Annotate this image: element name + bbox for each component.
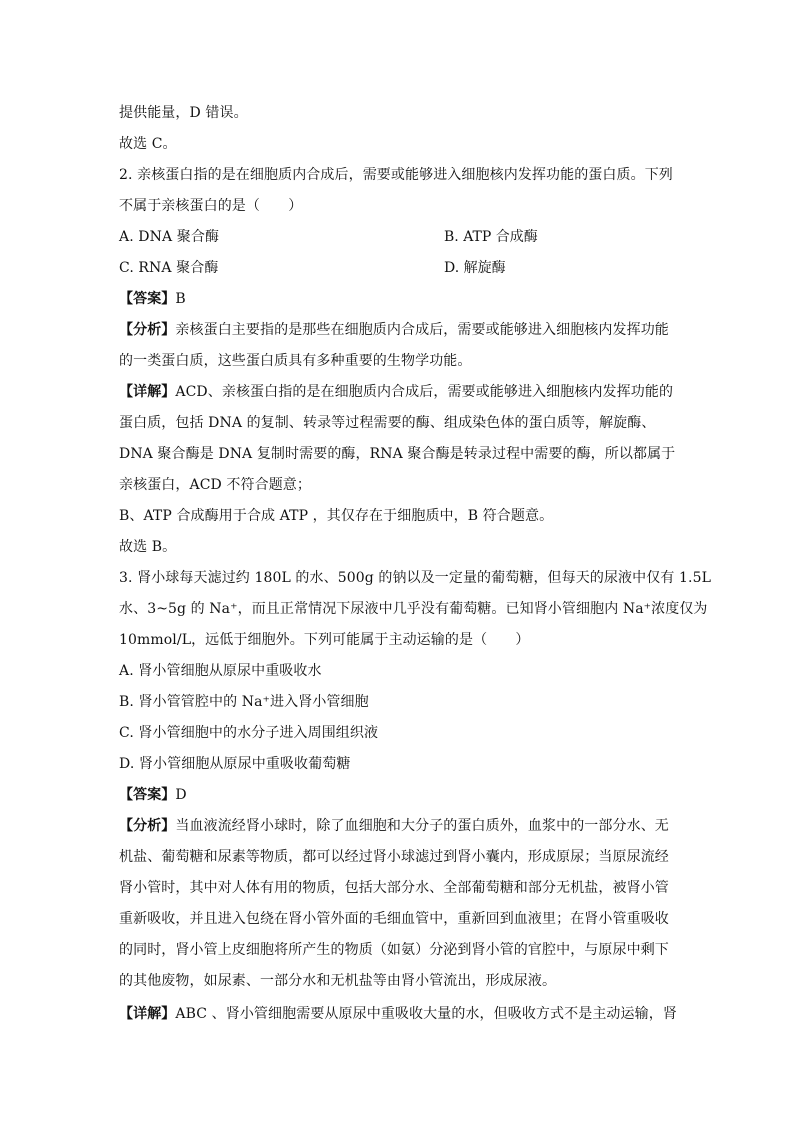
question-2-option-d: D. 解旋酶	[444, 260, 506, 276]
question-2-answer	[119, 289, 679, 309]
previous-explanation-end: 提供能量，D 错误。	[119, 105, 248, 121]
question-2-option-a: A. DNA 聚合酶	[119, 229, 220, 245]
question-2-option-c: C. RNA 聚合酶	[119, 260, 219, 276]
question-2-option-b: B. ATP 合成酶	[444, 229, 538, 245]
question-3-option-a: A. 肾小管细胞从原尿中重吸收水	[119, 663, 322, 679]
answer-tag: 【答案】	[119, 291, 176, 307]
question-2-stem-line-2: 不属于亲核蛋白的是（ ）	[119, 198, 303, 214]
question-2-conclusion: 故选 B。	[119, 539, 177, 555]
previous-conclusion: 故选 C。	[119, 136, 177, 152]
analysis-text: 亲核蛋白主要指的是那些在细胞质内合成后，需要或能够进入细胞核内发挥功能	[175, 322, 669, 338]
analysis-tag: 【分析】	[119, 818, 176, 834]
question-3-analysis-line-5: 的同时，肾小管上皮细胞将所产生的物质（如氨）分泌到肾小管的官腔中，与原尿中剩下	[119, 942, 669, 958]
question-3-option-b: B. 肾小管管腔中的 Na⁺进入肾小管细胞	[119, 694, 369, 710]
question-3-answer	[119, 785, 679, 805]
answer-value: D	[175, 787, 187, 803]
question-2-detail-line-2: 蛋白质，包括 DNA 的复制、转录等过程需要的酶、组成染色体的蛋白质等，解旋酶、	[119, 415, 656, 431]
question-3-analysis-line-3: 肾小管时，其中对人体有用的物质，包括大部分水、全部葡萄糖和部分无机盐，被肾小管	[119, 880, 669, 896]
question-2-analysis-line-2: 的一类蛋白质，这些蛋白质具有多种重要的生物学功能。	[119, 353, 472, 369]
question-2-analysis-line-1	[119, 320, 679, 340]
question-3-analysis-line-6: 的其他废物，如尿素、一部分水和无机盐等由肾小管流出，形成尿液。	[119, 973, 557, 989]
detail-text: ABC 、肾小管细胞需要从原尿中重吸收大量的水，但吸收方式不是主动运输，肾	[175, 1006, 677, 1022]
answer-tag: 【答案】	[119, 787, 176, 803]
analysis-text: 当血液流经肾小球时，除了血细胞和大分子的蛋白质外，血浆中的一部分水、无	[175, 818, 669, 834]
detail-tag: 【详解】	[119, 1006, 176, 1022]
question-3-stem-line-2: 水、3~5g 的 Na⁺，而且正常情况下尿液中几乎没有葡萄糖。已知肾小管细胞内 Na⁺浓度仅为	[119, 601, 708, 617]
question-3-detail-line-1	[119, 1004, 679, 1024]
question-3-analysis-line-1	[119, 816, 679, 836]
detail-tag: 【详解】	[119, 384, 176, 400]
question-3-option-c: C. 肾小管细胞中的水分子进入周围组织液	[119, 725, 379, 741]
question-3-stem-line-1: 3. 肾小球每天滤过约 180L 的水、500g 的钠以及一定量的葡萄糖，但每天的尿液中仅有 1.5L	[119, 570, 711, 586]
question-2-detail-line-5: B、ATP 合成酶用于合成 ATP ，其仅存在于细胞质中，B 符合题意。	[119, 508, 554, 524]
detail-text: ACD、亲核蛋白指的是在细胞质内合成后，需要或能够进入细胞核内发挥功能的	[175, 384, 674, 400]
question-3-stem-line-3: 10mmol/L，远低于细胞外。下列可能属于主动运输的是（ ）	[119, 632, 530, 648]
question-3-analysis-line-2: 机盐、葡萄糖和尿素等物质，都可以经过肾小球滤过到肾小囊内，形成原尿；当原尿流经	[119, 849, 669, 865]
question-2-detail-line-4: 亲核蛋白，ACD 不符合题意；	[119, 477, 311, 493]
analysis-tag: 【分析】	[119, 322, 176, 338]
question-2-stem-line-1: 2. 亲核蛋白指的是在细胞质内合成后，需要或能够进入细胞核内发挥功能的蛋白质。下列	[119, 167, 673, 183]
question-3-option-d: D. 肾小管细胞从原尿中重吸收葡萄糖	[119, 756, 351, 772]
question-2-detail-line-3: DNA 聚合酶是 DNA 复制时需要的酶，RNA 聚合酶是转录过程中需要的酶，所以都属于	[119, 446, 676, 462]
answer-value: B	[175, 291, 186, 307]
question-3-analysis-line-4: 重新吸收，并且进入包绕在肾小管外面的毛细血管中，重新回到血液里；在肾小管重吸收	[119, 911, 669, 927]
question-2-detail-line-1	[119, 382, 679, 402]
